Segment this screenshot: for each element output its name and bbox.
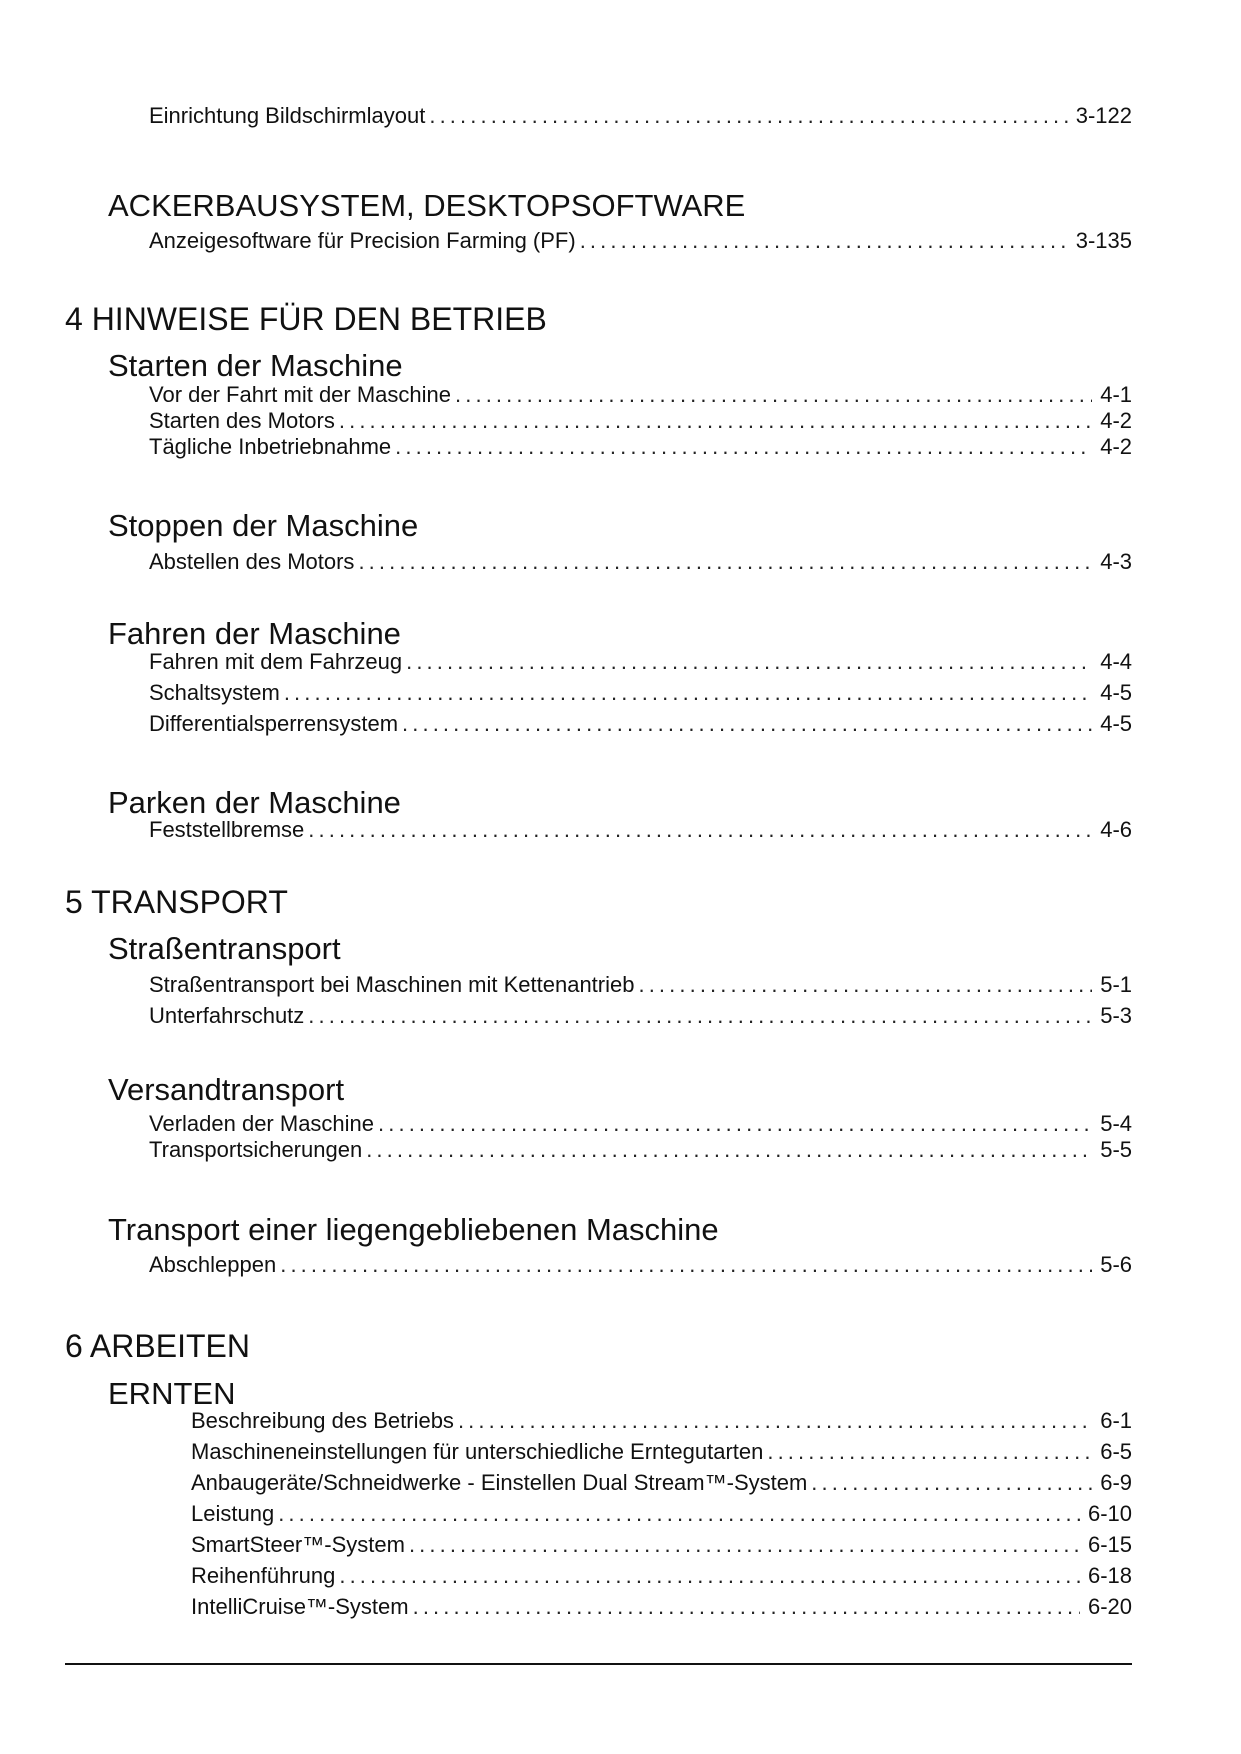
toc-entry-page: 3-122 [1075, 103, 1132, 128]
toc-entry[interactable] [149, 1138, 1132, 1162]
chapter-heading: 6 ARBEITEN [65, 1328, 250, 1364]
dot-leader [308, 1004, 1092, 1028]
dot-leader [406, 650, 1092, 674]
toc-entry-page: 4-5 [1100, 711, 1132, 736]
toc-entry[interactable] [149, 229, 1132, 253]
toc-entry-label: Transportsicherungen [149, 1137, 363, 1162]
toc-entry-label: Beschreibung des Betriebs [191, 1408, 454, 1433]
dot-leader [402, 712, 1092, 736]
toc-entry[interactable] [149, 409, 1132, 433]
section-heading: ACKERBAUSYSTEM, DESKTOPSOFTWARE [108, 188, 746, 223]
toc-entry[interactable] [191, 1564, 1132, 1588]
section-heading: Versandtransport [108, 1072, 345, 1107]
toc-entry-label: Unterfahrschutz [149, 1003, 305, 1028]
toc-entry-page: 5-6 [1100, 1252, 1132, 1277]
toc-entry-label: Abschleppen [149, 1252, 277, 1277]
toc-entry[interactable] [191, 1409, 1132, 1433]
section-heading: Transport einer liegengebliebenen Maschine [108, 1212, 719, 1247]
chapter-heading: 5 TRANSPORT [65, 884, 288, 920]
toc-entry[interactable] [149, 1112, 1132, 1136]
dot-leader [278, 1502, 1080, 1526]
toc-entry[interactable] [149, 712, 1132, 736]
toc-entry-page: 5-5 [1100, 1137, 1132, 1162]
toc-entry-label: Anbaugeräte/Schneidwerke - Einstellen Dual Stream™-System [191, 1470, 808, 1495]
dot-leader [413, 1595, 1080, 1619]
dot-leader [280, 1253, 1092, 1277]
toc-entry-page: 5-4 [1100, 1111, 1132, 1136]
toc-entry-page: 4-2 [1100, 434, 1132, 459]
toc-entry-label: Verladen der Maschine [149, 1111, 375, 1136]
toc-entry[interactable] [191, 1502, 1132, 1526]
toc-entry-page: 4-2 [1100, 408, 1132, 433]
dot-leader [284, 681, 1092, 705]
dot-leader [358, 550, 1092, 574]
section-heading: Parken der Maschine [108, 785, 401, 820]
section-heading: ERNTEN [108, 1376, 236, 1411]
dot-leader [458, 1409, 1092, 1433]
toc-entry[interactable] [149, 104, 1132, 128]
toc-entry-label: Feststellbremse [149, 817, 305, 842]
toc-entry[interactable] [149, 1253, 1132, 1277]
toc-entry-page: 6-5 [1100, 1439, 1132, 1464]
toc-entry[interactable] [149, 681, 1132, 705]
section-heading: Straßentransport [108, 931, 341, 966]
section-heading: Fahren der Maschine [108, 616, 401, 651]
toc-entry[interactable] [149, 818, 1132, 842]
toc-entry[interactable] [149, 650, 1132, 674]
dot-leader [395, 435, 1092, 459]
toc-entry-page: 5-3 [1100, 1003, 1132, 1028]
toc-entry-label: Differentialsperrensystem [149, 711, 399, 736]
toc-entry-page: 3-135 [1075, 228, 1132, 253]
toc-entry-label: Maschineneinstellungen für unterschiedliche Erntegutarten [191, 1439, 764, 1464]
toc-entry-label: Leistung [191, 1501, 275, 1526]
dot-leader [455, 383, 1092, 407]
toc-entry-page: 4-1 [1100, 382, 1132, 407]
toc-entry-label: Schaltsystem [149, 680, 280, 705]
dot-leader [308, 818, 1092, 842]
toc-entry[interactable] [149, 550, 1132, 574]
toc-entry[interactable] [191, 1595, 1132, 1619]
dot-leader [339, 409, 1092, 433]
dot-leader [429, 104, 1067, 128]
toc-entry[interactable] [149, 383, 1132, 407]
toc-entry[interactable] [191, 1471, 1132, 1495]
toc-entry[interactable] [149, 973, 1132, 997]
toc-entry-page: 4-3 [1100, 549, 1132, 574]
dot-leader [366, 1138, 1092, 1162]
dot-leader [580, 229, 1068, 253]
toc-entry-label: Abstellen des Motors [149, 549, 355, 574]
toc-entry-page: 6-10 [1087, 1501, 1132, 1526]
dot-leader [409, 1533, 1080, 1557]
toc-entry-label: Einrichtung Bildschirmlayout [149, 103, 426, 128]
footer-divider [65, 1663, 1132, 1665]
dot-leader [378, 1112, 1092, 1136]
section-heading: Starten der Maschine [108, 348, 403, 383]
dot-leader [638, 973, 1092, 997]
toc-entry[interactable] [149, 435, 1132, 459]
toc-entry-label: IntelliCruise™-System [191, 1594, 409, 1619]
toc-entry-label: Vor der Fahrt mit der Maschine [149, 382, 452, 407]
toc-entry-label: Tägliche Inbetriebnahme [149, 434, 392, 459]
dot-leader [811, 1471, 1092, 1495]
toc-entry-page: 5-1 [1100, 972, 1132, 997]
toc-entry-page: 4-5 [1100, 680, 1132, 705]
dot-leader [767, 1440, 1092, 1464]
toc-entry-label: Fahren mit dem Fahrzeug [149, 649, 403, 674]
toc-entry-label: SmartSteer™-System [191, 1532, 405, 1557]
toc-entry-label: Reihenführung [191, 1563, 336, 1588]
toc-entry[interactable] [149, 1004, 1132, 1028]
toc-entry-label: Straßentransport bei Maschinen mit Kettenantrieb [149, 972, 635, 997]
toc-entry-page: 6-9 [1100, 1470, 1132, 1495]
toc-entry-page: 4-6 [1100, 817, 1132, 842]
dot-leader [339, 1564, 1080, 1588]
toc-entry-page: 6-15 [1087, 1532, 1132, 1557]
toc-entry-page: 4-4 [1100, 649, 1132, 674]
chapter-heading: 4 HINWEISE FÜR DEN BETRIEB [65, 301, 547, 337]
toc-entry-label: Starten des Motors [149, 408, 335, 433]
toc-entry-label: Anzeigesoftware für Precision Farming (PF) [149, 228, 576, 253]
toc-entry-page: 6-20 [1087, 1594, 1132, 1619]
toc-entry-page: 6-18 [1087, 1563, 1132, 1588]
toc-entry[interactable] [191, 1440, 1132, 1464]
toc-entry[interactable] [191, 1533, 1132, 1557]
section-heading: Stoppen der Maschine [108, 508, 419, 543]
toc-entry-page: 6-1 [1100, 1408, 1132, 1433]
